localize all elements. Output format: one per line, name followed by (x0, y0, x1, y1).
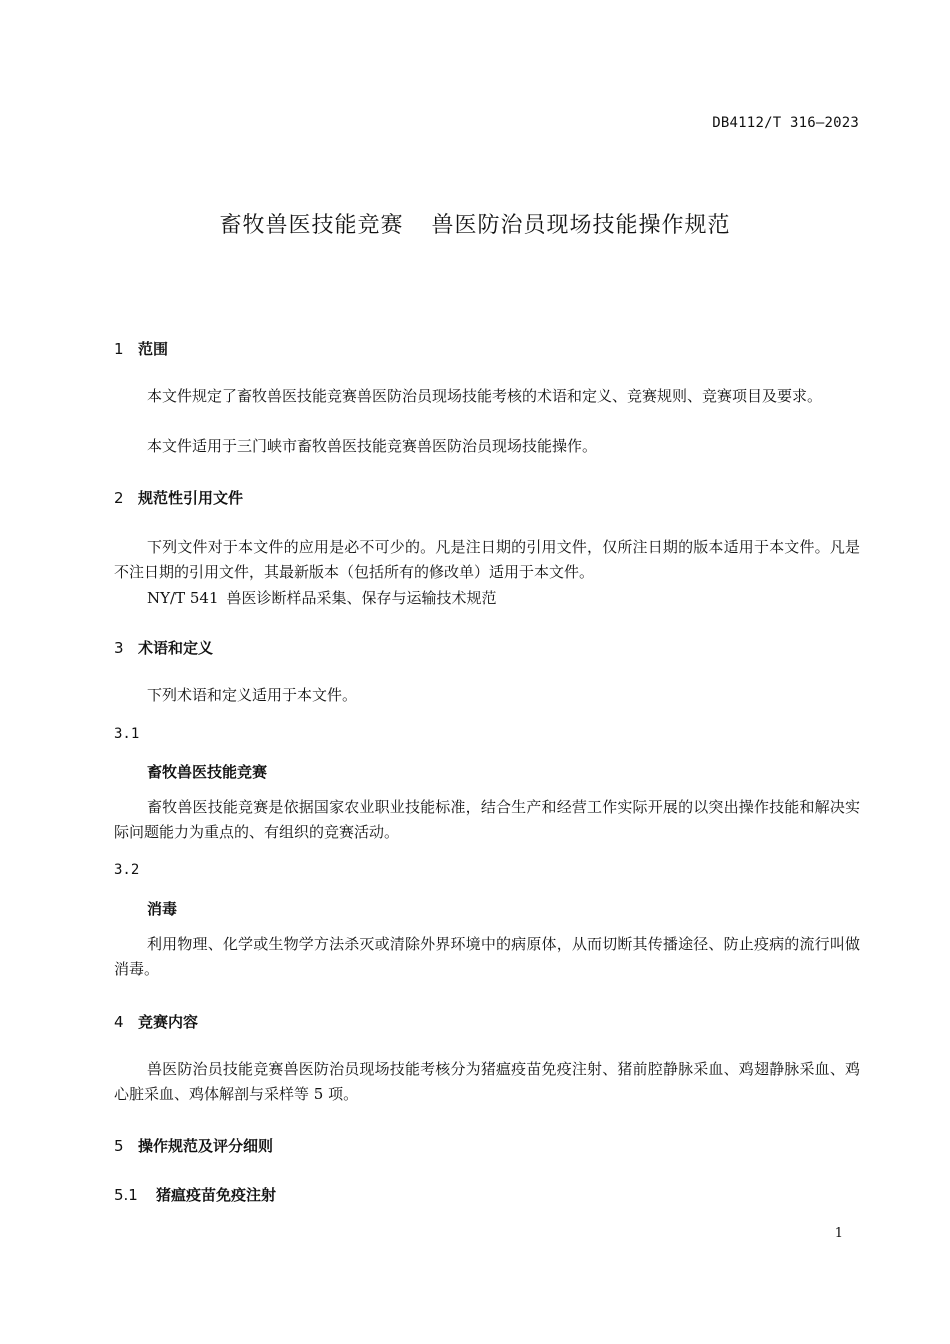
section-2-heading (114, 487, 243, 508)
section-title: 操作规范及评分细则 (138, 1137, 274, 1155)
title-part-1: 畜牧兽医技能竞赛 (219, 213, 404, 238)
section-5-heading (114, 1135, 273, 1156)
section-number: 3 (114, 639, 124, 657)
normative-reference (147, 587, 497, 608)
term-3-1-definition: 畜牧兽医技能竞赛是依据国家农业职业技能标准，结合生产和经营工作实际开展的以突出操作技能和解决实际问题能力为重点的、有组织的竞赛活动。 (114, 798, 860, 841)
section-1-paragraph-2: 本文件适用于三门峡市畜牧兽医技能竞赛兽医防治员现场技能操作。 (147, 437, 598, 455)
term-3-1-name: 畜牧兽医技能竞赛 (147, 763, 268, 781)
section-number: 2 (114, 489, 124, 507)
section-title: 范围 (138, 340, 169, 358)
document-code: DB4112/T 316—2023 (712, 115, 859, 131)
section-4-heading (114, 1011, 198, 1032)
section-title: 竞赛内容 (138, 1013, 199, 1031)
section-title: 术语和定义 (138, 639, 214, 657)
reference-title: 兽医诊断样品采集、保存与运输技术规范 (226, 589, 497, 607)
section-2-paragraph-1: 下列文件对于本文件的应用是必不可少的。凡是注日期的引用文件，仅所注日期的版本适用于本文件。凡是不注日期的引用文件，其最新版本（包括所有的修改单）适用于本文件。 (114, 538, 860, 581)
section-4-paragraph-1: 兽医防治员技能竞赛兽医防治员现场技能考核分为猪瘟疫苗免疫注射、猪前腔静脉采血、鸡翅静脉采血、鸡心脏采血、鸡体解剖与采样等 5 项。 (114, 1060, 860, 1103)
subsection-number: 5.1 (114, 1186, 138, 1204)
title-part-2: 兽医防治员现场技能操作规范 (431, 213, 731, 238)
term-3-2-definition: 利用物理、化学或生物学方法杀灭或清除外界环境中的病原体，从而切断其传播途径、防止疫病的流行叫做消毒。 (114, 935, 860, 978)
document-title (0, 208, 950, 239)
section-number: 4 (114, 1013, 124, 1031)
section-title: 规范性引用文件 (138, 489, 244, 507)
section-1-paragraph-1: 本文件规定了畜牧兽医技能竞赛兽医防治员现场技能考核的术语和定义、竞赛规则、竞赛项目及要求。 (147, 387, 823, 405)
term-3-2-number: 3.2 (114, 862, 140, 878)
section-number: 1 (114, 340, 124, 358)
section-1-heading (114, 338, 168, 359)
reference-code: NY/T 541 (147, 589, 219, 607)
subsection-5-1-heading (114, 1184, 276, 1205)
section-number: 5 (114, 1137, 124, 1155)
section-3-paragraph-1: 下列术语和定义适用于本文件。 (147, 686, 358, 704)
term-3-2-name: 消毒 (147, 900, 178, 918)
page-number: 1 (834, 1226, 843, 1241)
section-3-heading (114, 637, 213, 658)
subsection-title: 猪瘟疫苗免疫注射 (156, 1186, 277, 1204)
term-3-1-number: 3.1 (114, 726, 140, 742)
